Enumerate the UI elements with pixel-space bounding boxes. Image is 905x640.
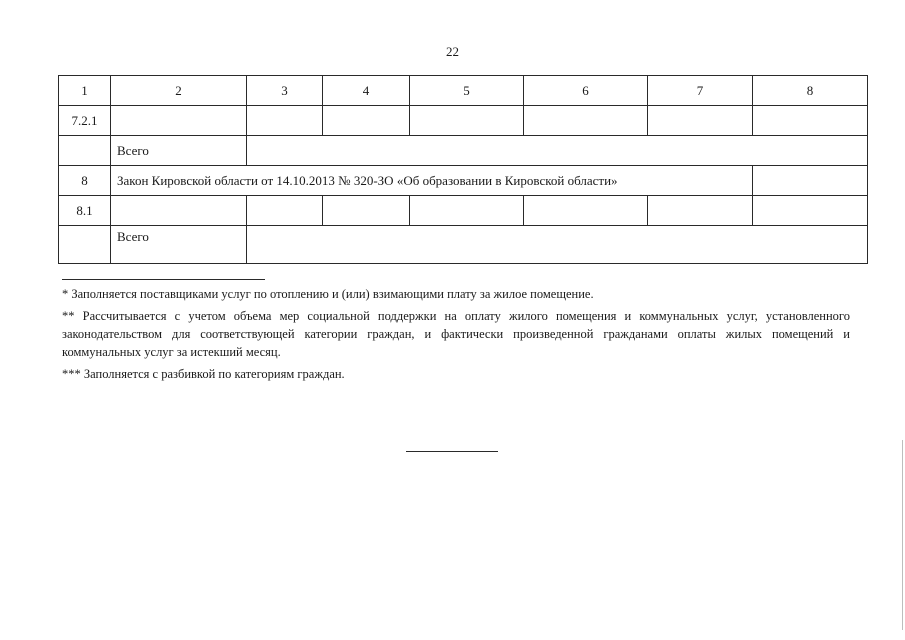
footnote-3: *** Заполняется с разбивкой по категориям граждан. bbox=[62, 367, 345, 381]
row-number-cell: 8.1 bbox=[59, 196, 111, 226]
table-cell bbox=[410, 106, 524, 136]
row-number-cell: 8 bbox=[59, 166, 111, 196]
header-cell: 1 bbox=[59, 76, 111, 106]
header-cell: 7 bbox=[648, 76, 753, 106]
table-cell bbox=[524, 106, 648, 136]
table-cell bbox=[59, 226, 111, 264]
data-table bbox=[58, 75, 868, 264]
header-cell: 8 bbox=[753, 76, 868, 106]
header-cell: 5 bbox=[410, 76, 524, 106]
table-cell bbox=[111, 196, 247, 226]
header-cell: 4 bbox=[323, 76, 410, 106]
table-cell bbox=[410, 196, 524, 226]
total-row bbox=[59, 226, 868, 264]
table-header-row bbox=[59, 76, 868, 106]
table-cell bbox=[247, 106, 323, 136]
total-label-cell: Всего bbox=[111, 226, 247, 264]
table-row bbox=[59, 106, 868, 136]
page-number: 22 bbox=[446, 44, 459, 59]
table-cell bbox=[247, 136, 868, 166]
end-of-document-rule bbox=[406, 451, 498, 452]
row-number-cell: 7.2.1 bbox=[59, 106, 111, 136]
table-cell bbox=[753, 166, 868, 196]
total-label-cell: Всего bbox=[111, 136, 247, 166]
table-cell bbox=[323, 106, 410, 136]
total-row bbox=[59, 136, 868, 166]
law-title-cell: Закон Кировской области от 14.10.2013 № 320-ЗО «Об образовании в Кировской области» bbox=[111, 166, 753, 196]
table-cell bbox=[753, 196, 868, 226]
header-cell: 3 bbox=[247, 76, 323, 106]
scan-edge-mark bbox=[902, 440, 903, 630]
table-cell bbox=[648, 106, 753, 136]
footnote-divider bbox=[62, 279, 265, 280]
table-cell bbox=[323, 196, 410, 226]
table-cell bbox=[524, 196, 648, 226]
header-cell: 2 bbox=[111, 76, 247, 106]
table-cell bbox=[59, 136, 111, 166]
table-cell bbox=[648, 196, 753, 226]
table-row bbox=[59, 196, 868, 226]
footnote-2: ** Рассчитывается с учетом объема мер социальной поддержки на оплату жилого помещения и коммунальных услуг, установленного законодательством для соответствующей категории граждан, и фактически произведенной гражданами оплаты жилых помещений и коммунальных услуг за истекший месяц. bbox=[62, 309, 850, 359]
law-section-row bbox=[59, 166, 868, 196]
table-cell bbox=[111, 106, 247, 136]
footnote-1: * Заполняется поставщиками услуг по отоплению и (или) взимающими плату за жилое помещение. bbox=[62, 287, 594, 301]
header-cell: 6 bbox=[524, 76, 648, 106]
table-cell bbox=[247, 196, 323, 226]
table-cell bbox=[753, 106, 868, 136]
footnotes bbox=[62, 285, 850, 387]
table-cell bbox=[247, 226, 868, 264]
